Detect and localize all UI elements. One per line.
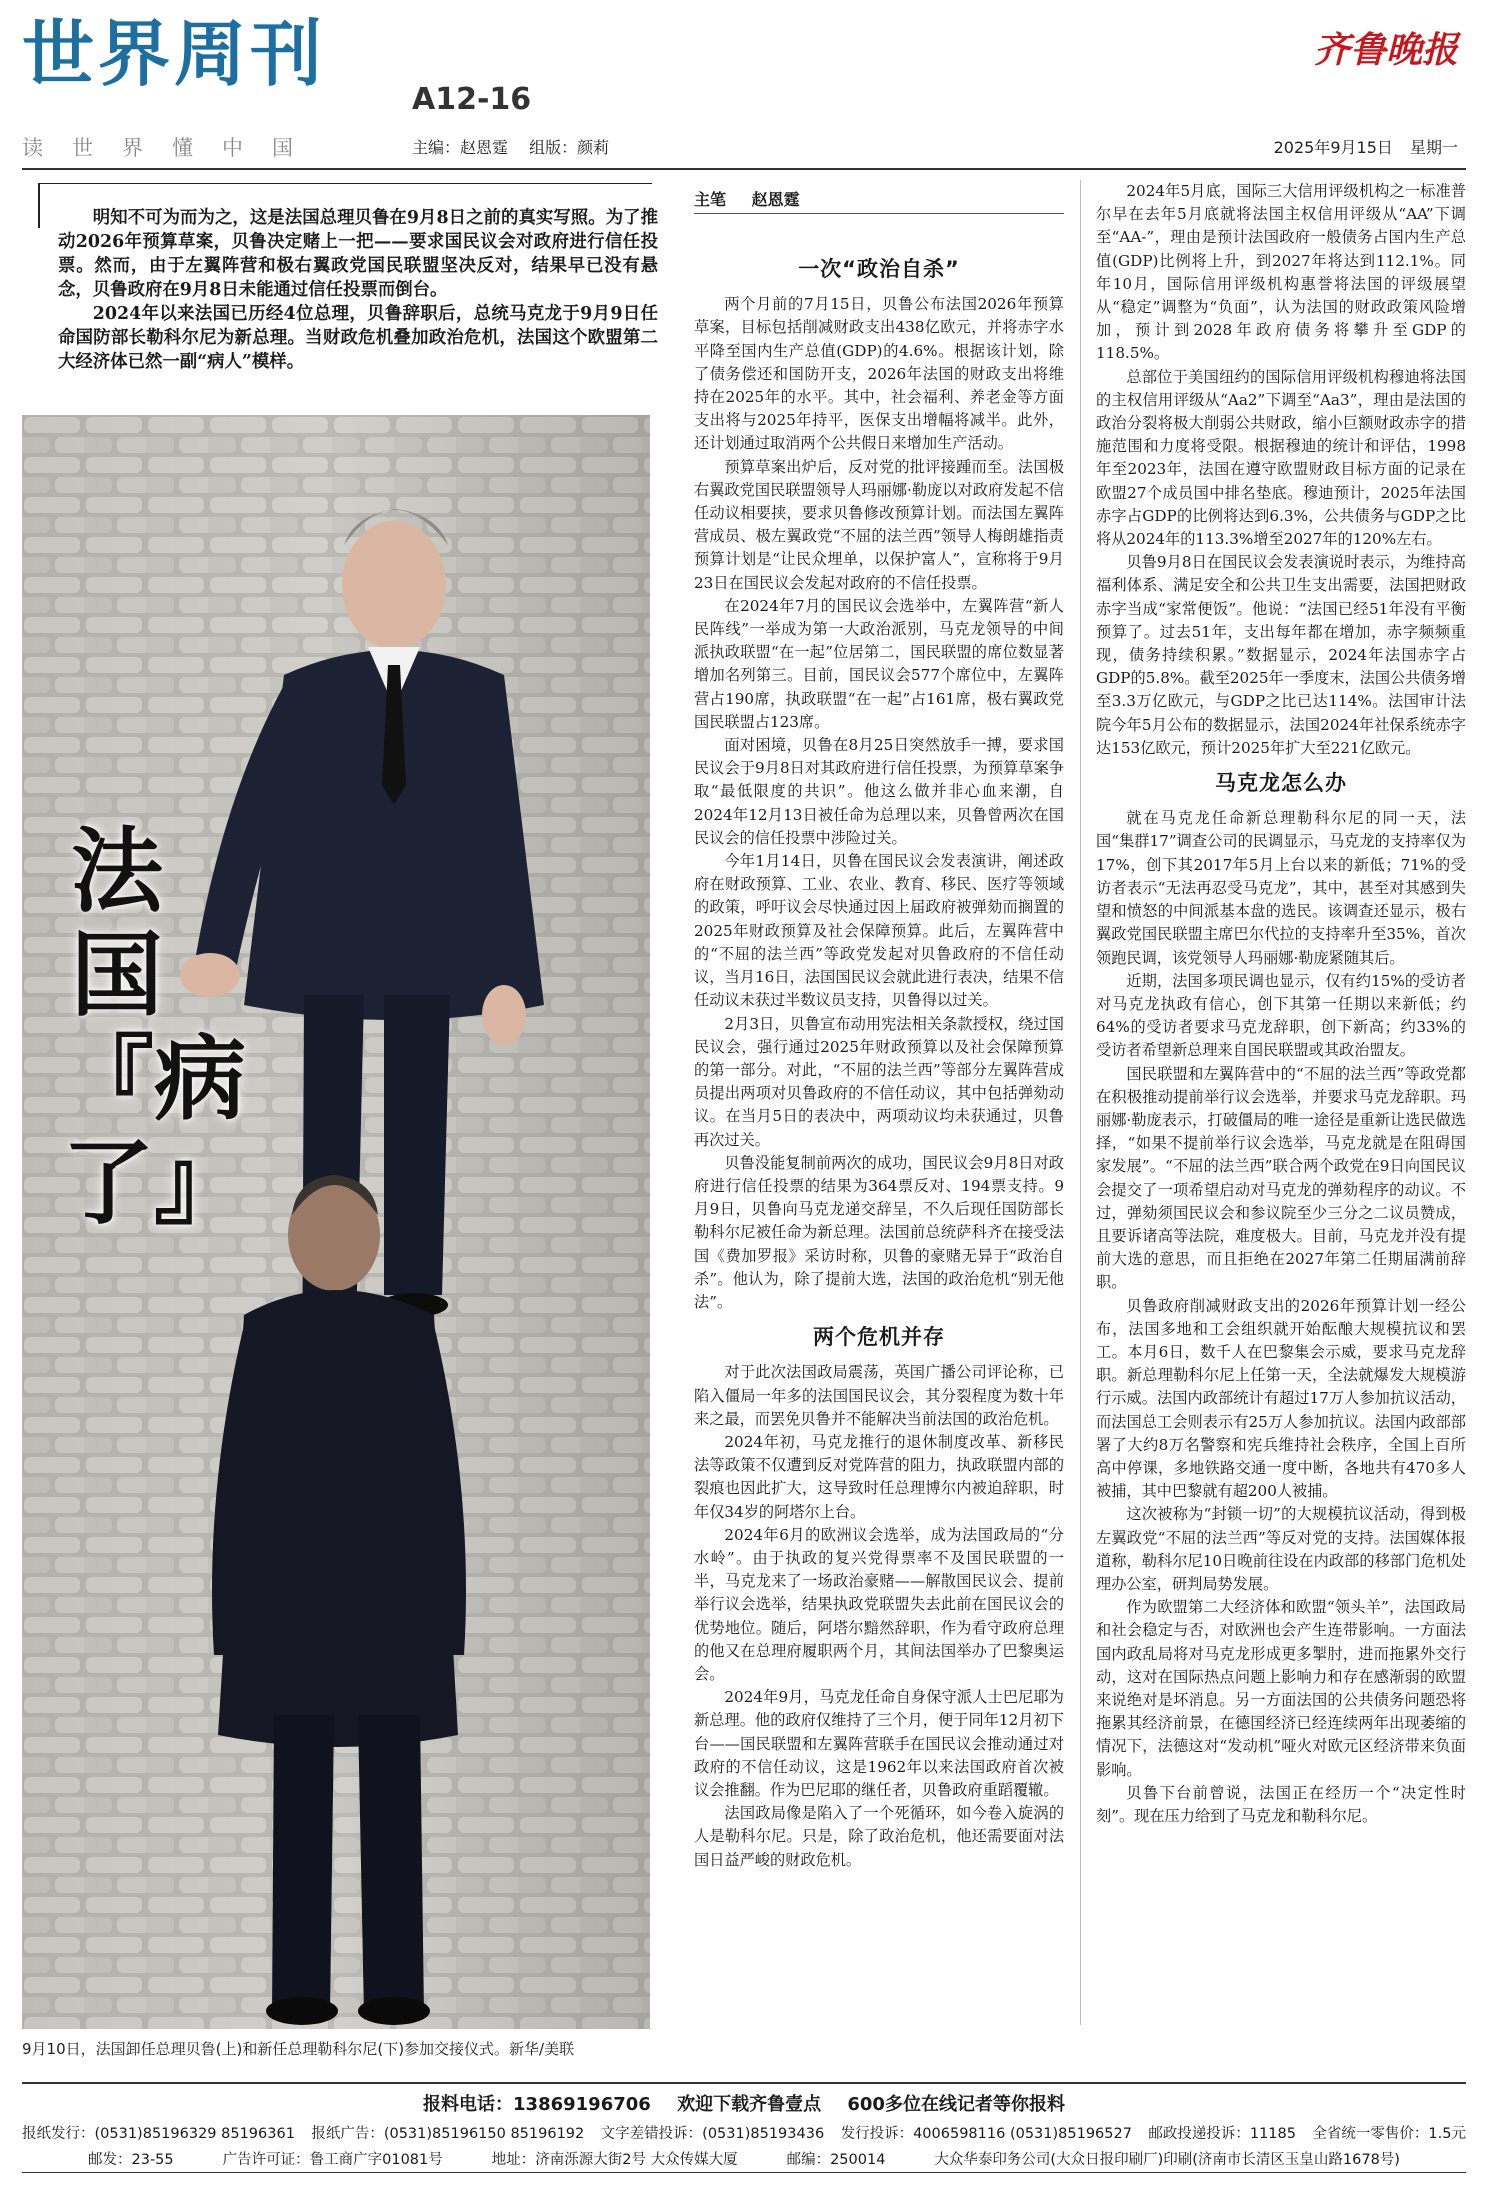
article-paragraph: 贝鲁没能复制前两次的成功，国民议会9月8日对政府进行信任投票的结果为364票反对、194票支持。9月9日，贝鲁向马克龙递交辞呈，不久后现任国防部长勒科尔尼被任命为新总理。法国前总统萨科齐在接受法国《费加罗报》采访时称，贝鲁的豪赌无异于“政治自杀”。他认为，除了提前大选，法国的政治危机“别无他法”。	[694, 1153, 1064, 1311]
byline-label: 主笔	[694, 190, 727, 209]
masthead-title: 世界周刊	[22, 12, 327, 96]
byline-name: 赵恩霆	[751, 190, 800, 209]
article-paragraph: 这次被称为“封锁一切”的大规模抗议活动，得到极左翼政党“不屈的法兰西”等反对党的支持。法国媒体报道称，勒科尔尼10日晚前往设在内政部的移部门危机处理办公室，研判局势发展。	[1096, 1505, 1466, 1593]
article-paragraph: 两个月前的7月15日，贝鲁公布法国2026年预算草案，目标包括削减财政支出438亿欧元，并将赤字水平降至国内生产总值(GDP)的4.6%。根据该计划，除了债务偿还和国防开支，2026年法国的财政支出将维持在2025年的水平。其中，社会福利、养老金等方面支出将与2025年持平，医保支出增幅将减半。此外，还计划通过取消两个公共假日来增加生产活动。	[694, 295, 1064, 453]
download-text: 欢迎下载齐鲁壹点	[677, 2094, 822, 2115]
dateline	[1262, 135, 1458, 158]
section-heading: 马克龙怎么办	[1215, 771, 1347, 796]
header-rule	[22, 168, 1466, 170]
article-paragraph: 贝鲁下台前曾说，法国正在经历一个“决定性时刻”。现在压力给到了马克龙和勒科尔尼。	[1096, 1783, 1466, 1826]
reporters-text: 600多位在线记者等你报料	[847, 2094, 1065, 2115]
article-paragraph: 2月3日，贝鲁宣布动用宪法相关条款授权，绕过国民议会，强行通过2025年财政预算以及社会保障预算的第一部分。对此，“不屈的法兰西”等部分左翼阵营成员提出两项对贝鲁政府的不信任动议，其中包括弹劾动议。在当月5日的表决中，两项动议均未获通过，贝鲁再次过关。	[694, 1014, 1064, 1149]
article-paragraph: 预算草案出炉后，反对党的批评接踵而至。法国极右翼政党国民联盟领导人玛丽娜·勒庞以对政府发起不信任动议相要挟，要求贝鲁修改预算计划。而法国左翼阵营成员、极左翼政党“不屈的法兰西”领导人梅朗雄指责预算计划是“让民众埋单，以保护富人”，宣称将于9月23日在国民议会发起对政府的不信任投票。	[694, 457, 1064, 592]
editor-credit: 主编：赵恩霆	[412, 138, 509, 157]
footer-hotline	[0, 2090, 1488, 2116]
column-divider	[1080, 180, 1081, 2025]
lead-paragraph: 2024年以来法国已历经4位总理，贝鲁辞职后，总统马克龙于9月9日任命国防部长勒科尔尼为新总理。当财政危机叠加政治危机，法国这个欧盟第二大经济体已然一副“病人”模样。	[58, 304, 658, 372]
article-paragraph: 总部位于美国纽约的国际信用评级机构穆迪将法国的主权信用评级从“Aa2”下调至“Aa3”，理由是法国的政治分裂将极大削弱公共财政，缩小巨额财政赤字的措施范围和力度将受限。根据穆迪的统计和评估，1998年至2023年，法国在遵守欧盟财政目标方面的记录在欧盟27个成员国中排名垫底。穆迪预计，2025年法国赤字占GDP的比例将达到6.3%，公共债务与GDP之比将从2024年的113.3%增至2027年的120%左右。	[1096, 367, 1466, 549]
footer-item: 大众华泰印务公司(大众日报印刷厂)印刷(济南市长清区玉皇山路1678号)	[934, 2152, 1400, 2168]
article-paragraph: 对于此次法国政局震荡，英国广播公司评论称，已陷入僵局一年多的法国国民议会，其分裂程度为数十年来之最，而罢免贝鲁并不能解决当前法国的政治危机。	[694, 1363, 1064, 1428]
article-paragraph: 近期，法国多项民调也显示，仅有约15%的受访者对马克龙执政有信心，创下其第一任期以来新低；约64%的受访者要求马克龙辞职，创下新高；约33%的受访者希望新总理来自国民联盟或其政治盟友。	[1096, 971, 1466, 1060]
newspaper-logo: 齐鲁晚报	[1313, 29, 1458, 71]
editors-line	[412, 135, 625, 158]
article-paragraph: 今年1月14日，贝鲁在国民议会发表演讲，阐述政府在财政预算、工业、农业、教育、移民、医疗等领域的政策，呼吁议会尽快通过因上届政府被弹劾而搁置的2025年财政预算及社会保障预算。此后，左翼阵营中的“不屈的法兰西”等政党发起对贝鲁政府的不信任动议，当月16日，法国国民议会就此进行表决，结果不信任动议未获过半数议员支持，贝鲁得以过关。	[694, 852, 1064, 1010]
footer-item: 文字差错投诉：(0531)85193436	[600, 2126, 825, 2142]
byline	[694, 187, 1064, 214]
lead-box-left-rule	[38, 183, 40, 228]
article-paragraph: 贝鲁9月8日在国民议会发表演说时表示，为维持高福利体系、满足安全和公共卫生支出需要，法国把财政赤字当成“家常便饭”。他说：“法国已经51年没有平衡预算了。过去51年，支出每年都在增加，赤字频频重现，债务持续积累。”数据显示，2024年法国赤字占GDP的5.8%。截至2025年一季度末，法国公共债务增至3.3万亿欧元，与GDP之比已达114%。法国审计法院今年5月公布的数据显示，法国2024年社保系统赤字达153亿欧元，预计2025年扩大至221亿欧元。	[1096, 553, 1466, 757]
footer-item: 报纸发行：(0531)85196329 85196361	[22, 2126, 295, 2142]
article-paragraph: 在2024年7月的国民议会选举中，左翼阵营“新人民阵线”一举成为第一大政治派别，马克龙领导的中间派执政联盟“在一起”位居第二，国民联盟的席位数显著增加名列第三。目前，国民议会577个席位中，左翼阵营占190席，执政联盟“在一起”占161席，极右翼政党国民联盟占123席。	[694, 596, 1064, 731]
footer-rule	[22, 2082, 1466, 2084]
issue-weekday: 星期一	[1409, 138, 1458, 157]
footer-item: 地址：济南泺源大街2号 大众传媒大厦	[491, 2152, 738, 2168]
footer-item: 发行投诉：4006598116 (0531)85196527	[840, 2126, 1132, 2142]
lead-paragraph: 明知不可为而为之，这是法国总理贝鲁在9月8日之前的真实写照。为了推动2026年预算草案，贝鲁决定赌上一把——要求国民议会对政府进行信任投票。然而，由于左翼阵营和极右翼政党国民联盟坚决反对，结果早已没有悬念，贝鲁政府在9月8日未能通过信任投票而倒台。	[58, 208, 658, 300]
section-heading: 一次“政治自杀”	[798, 257, 960, 281]
article-paragraph: 面对困境，贝鲁在8月25日突然放手一搏，要求国民议会于9月8日对其政府进行信任投票，为预算草案争取“最低限度的共识”。他这么做并非心血来潮，自2024年12月13日被任命为总理以来，贝鲁曾两次在国民议会的信任投票中涉险过关。	[694, 736, 1064, 847]
section-heading: 两个危机并存	[813, 1325, 945, 1350]
feature-headline: 法国『病了』	[62, 818, 247, 1237]
footer-item: 邮编：250014	[786, 2152, 886, 2168]
footer-item: 邮政投递投诉：11185	[1148, 2126, 1296, 2142]
footer-item: 邮发：23-55	[88, 2152, 174, 2168]
page-code: A12-16	[412, 82, 532, 117]
article-column-right	[1096, 180, 1466, 1828]
article-paragraph: 2024年9月，马克龙任命自身保守派人士巴尼耶为新总理。他的政府仅维持了三个月，便于同年12月初下台——国民联盟和左翼阵营联手在国民议会推动通过对政府的不信任动议，这是1962年以来法国政府首次被议会推翻。作为巴尼耶的继任者，贝鲁政府重蹈覆辙。	[694, 1688, 1064, 1799]
hotline-text: 报料电话：13869196706	[423, 2094, 651, 2115]
article-paragraph: 贝鲁政府削减财政支出的2026年预算计划一经公布，法国多地和工会组织就开始酝酿大规模抗议和罢工。本月6日，数千人在巴黎集会示威，要求马克龙辞职。新总理勒科尔尼上任第一天，全法就爆发大规模游行示威。法国内政部统计有超过17万人参加抗议活动，而法国总工会则表示有25万人参加抗议。法国内政部部署了大约8万名警察和宪兵维持社会秩序，全国上百所高中停课，多地铁路交通一度中断，各地共有470多人被捕，其中巴黎就有超200人被捕。	[1096, 1296, 1466, 1501]
layout-credit: 组版：颜莉	[529, 138, 610, 157]
photo-caption: 9月10日，法国卸任总理贝鲁(上)和新任总理勒科尔尼(下)参加交接仪式。新华/美联	[22, 2040, 575, 2058]
article-paragraph: 2024年5月底，国际三大信用评级机构之一标准普尔早在去年5月底就将法国主权信用评级从“AA”下调至“AA-”，理由是预计法国政府一般债务占国内生产总值(GDP)比例将上升，到2027年将达到112.1%。同年10月，国际信用评级机构惠誉将法国的评级展望从“稳定”调整为“负面”，认为法国的财政政策风险增加，预计到2028年政府债务将攀升至GDP的118.5%。	[1096, 182, 1466, 363]
article-paragraph: 就在马克龙任命新总理勒科尔尼的同一天，法国“集群17”调查公司的民调显示，马克龙的支持率仅为17%，创下其2017年5月上台以来的新低；71%的受访者表示“无法再忍受马克龙”，其中，甚至对其感到失望和愤怒的中间派基本盘的选民。该调查还显示，极右翼政党国民联盟主席巴尔代拉的支持率升至35%，首次领跑民调，该党领导人玛丽娜·勒庞紧随其后。	[1096, 809, 1466, 967]
lead-paragraphs	[58, 206, 658, 374]
article-column-middle	[694, 246, 1064, 1872]
lead-box-top-rule	[38, 183, 652, 184]
article-paragraph: 国民联盟和左翼阵营中的“不屈的法兰西”等政党都在积极推动提前举行议会选举，并要求马克龙辞职。玛丽娜·勒庞表示，打破僵局的唯一途径是重新让选民做选择，“如果不提前举行议会选举，马克龙就是在阻碍国家发展”。“不屈的法兰西”联合两个政党在9日向国民议会提交了一项希望启动对马克龙的弹劾程序的动议。不过，弹劾须国民议会和参议院至少三分之二议员赞成，且要诉诸高等法院，难度极大。目前，马克龙并没有提前大选的意思，而且拒绝在2027年第二任期届满前辞职。	[1096, 1064, 1466, 1292]
footer-item: 全省统一零售价：1.5元	[1312, 2126, 1466, 2142]
article-paragraph: 作为欧盟第二大经济体和欧盟“领头羊”，法国政局和社会稳定与否，对欧洲也会产生连带影响。一方面法国内政乱局将对马克龙形成更多掣肘，进而拖累外交行动，这对在国际热点问题上影响力和存在感渐弱的欧盟来说绝对是坏消息。另一方面法国的公共债务问题恐将拖累其经济前景，在德国经济已经连续两年出现萎缩的情况下，法德这对“发动机”哑火对欧元区经济带来负面影响。	[1096, 1598, 1466, 1779]
article-paragraph: 法国政局像是陷入了一个死循环，如今卷入旋涡的人是勒科尔尼。只是，除了政治危机，他还需要面对法国日益严峻的财政危机。	[694, 1804, 1064, 1869]
footer-bottom-rule	[22, 2172, 1466, 2173]
issue-date: 2025年9月15日	[1273, 138, 1393, 157]
article-paragraph: 2024年6月的欧洲议会选举，成为法国政局的“分水岭”。由于执政的复兴党得票率不及国民联盟的一半，马克龙来了一场政治豪赌——解散国民议会、提前举行议会选举，结果执政党联盟失去此前在国民议会的优势地位。随后，阿塔尔黯然辞职，作为看守政府总理的他又在总理府履职两个月，其间法国举办了巴黎奥运会。	[694, 1525, 1064, 1683]
footer-contacts	[22, 2122, 1466, 2143]
footer-item: 广告许可证：鲁工商广字01081号	[222, 2152, 443, 2168]
footer-item: 报纸广告：(0531)85196150 85196192	[311, 2126, 585, 2142]
masthead-slogan: 读世界懂中国	[22, 136, 322, 160]
footer-publication-info	[22, 2148, 1466, 2169]
article-paragraph: 2024年初，马克龙推行的退休制度改革、新移民法等政策不仅遭到反对党阵营的阻力，执政联盟内部的裂痕也因此扩大，这导致时任总理博尔内被迫辞职，时年仅34岁的阿塔尔上台。	[694, 1432, 1064, 1521]
